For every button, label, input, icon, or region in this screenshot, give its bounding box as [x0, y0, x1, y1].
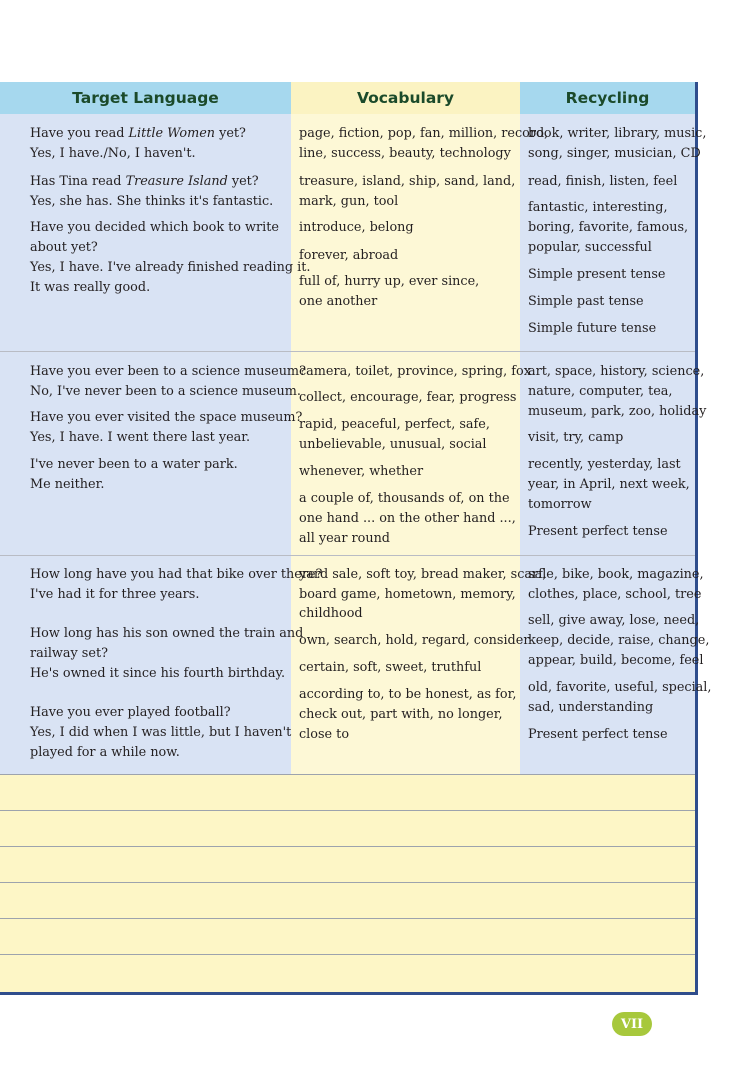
book-title: Little Women	[128, 126, 216, 141]
recycling-line: sale, bike, book, magazine,	[528, 567, 704, 582]
target-line: Yes, I have./No, I haven't.	[30, 146, 196, 161]
recycling-line: art, space, history, science,	[528, 364, 705, 379]
target-line: Yes, I did when I was little, but I haven't	[30, 725, 292, 740]
header-recycling: Recycling	[520, 82, 695, 114]
recycling-line: Simple past tense	[528, 294, 644, 309]
row-divider	[0, 555, 695, 556]
recycling-line: recently, yesterday, last	[528, 457, 681, 472]
recycling-line: Present perfect tense	[528, 524, 668, 539]
recycling-line: Present perfect tense	[528, 727, 668, 742]
ruled-line	[0, 774, 695, 775]
vocab-line: all year round	[299, 531, 390, 546]
ruled-line	[0, 810, 695, 811]
row-divider	[0, 351, 695, 352]
target-line: Yes, I have. I've already finished reading it.	[30, 260, 311, 275]
recycling-line: Simple present tense	[528, 267, 666, 282]
target-line: Yes, she has. She thinks it's fantastic.	[30, 194, 274, 209]
target-line: It was really good.	[30, 280, 151, 295]
target-line: How long have you had that bike over there?	[30, 567, 323, 582]
target-line: How long has his son owned the train and	[30, 626, 304, 641]
target-line: I've never been to a water park.	[30, 457, 238, 472]
recycling-line: clothes, place, school, tree	[528, 587, 702, 602]
target-line: Have you ever played football?	[30, 705, 231, 720]
recycling-line: tomorrow	[528, 497, 592, 512]
recycling-line: sad, understanding	[528, 700, 654, 715]
unit-overview-table	[0, 82, 712, 995]
vocab-line: according to, to be honest, as for,	[299, 687, 517, 702]
target-line: Me neither.	[30, 477, 105, 492]
vocab-line: childhood	[299, 606, 363, 621]
header-target-language: Target Language	[0, 82, 291, 114]
target-line: Yes, I have. I went there last year.	[30, 430, 251, 445]
target-line: I've had it for three years.	[30, 587, 200, 602]
vocab-line: board game, hometown, memory,	[299, 587, 516, 602]
vocab-line: introduce, belong	[299, 220, 414, 235]
vocab-line: close to	[299, 727, 350, 742]
vocab-line: certain, soft, sweet, truthful	[299, 660, 482, 675]
recycling-line: sell, give away, lose, need,	[528, 613, 700, 628]
vocab-line: rapid, peaceful, perfect, safe,	[299, 417, 490, 432]
target-line: No, I've never been to a science museum.	[30, 384, 301, 399]
vocab-line: yard sale, soft toy, bread maker, scarf,	[299, 567, 547, 582]
vocab-line: check out, part with, no longer,	[299, 707, 503, 722]
target-line: Have you read Little Women yet?	[30, 126, 246, 141]
header-vocabulary: Vocabulary	[291, 82, 520, 114]
vocab-line: mark, gun, tool	[299, 194, 399, 209]
recycling-line: visit, try, camp	[528, 430, 624, 445]
vocab-line: own, search, hold, regard, consider	[299, 633, 530, 648]
book-title: Treasure Island	[125, 174, 228, 189]
vocab-line: whenever, whether	[299, 464, 424, 479]
recycling-line: appear, build, become, feel	[528, 653, 704, 668]
vocab-line: one hand ... on the other hand ...,	[299, 511, 516, 526]
notes-area	[0, 774, 695, 992]
recycling-line: song, singer, musician, CD	[528, 146, 701, 161]
recycling-line: museum, park, zoo, holiday	[528, 404, 707, 419]
recycling-line: year, in April, next week,	[528, 477, 690, 492]
ruled-line	[0, 954, 695, 955]
vocab-line: one another	[299, 294, 378, 309]
vocab-line: treasure, island, ship, sand, land,	[299, 174, 516, 189]
recycling-line: read, finish, listen, feel	[528, 174, 678, 189]
target-line: railway set?	[30, 646, 108, 661]
target-line: He's owned it since his fourth birthday.	[30, 666, 286, 681]
page-number-badge: VII	[612, 1012, 652, 1036]
vocab-line: full of, hurry up, ever since,	[299, 274, 480, 289]
vocab-line: line, success, beauty, technology	[299, 146, 511, 161]
vocab-line: unbelievable, unusual, social	[299, 437, 487, 452]
ruled-line	[0, 846, 695, 847]
vocab-line: collect, encourage, fear, progress	[299, 390, 517, 405]
target-line: Have you decided which book to write	[30, 220, 279, 235]
vocab-line: page, fiction, pop, fan, million, record,	[299, 126, 549, 141]
target-line: Has Tina read Treasure Island yet?	[30, 174, 259, 189]
target-line: played for a while now.	[30, 745, 180, 760]
ruled-line	[0, 918, 695, 919]
recycling-line: popular, successful	[528, 240, 652, 255]
vocab-line: forever, abroad	[299, 248, 399, 263]
recycling-line: boring, favorite, famous,	[528, 220, 689, 235]
recycling-line: fantastic, interesting,	[528, 200, 668, 215]
target-line: Have you ever visited the space museum?	[30, 410, 303, 425]
recycling-line: keep, decide, raise, change,	[528, 633, 710, 648]
target-line: Have you ever been to a science museum?	[30, 364, 306, 379]
recycling-line: nature, computer, tea,	[528, 384, 673, 399]
ruled-line	[0, 882, 695, 883]
recycling-line: Simple future tense	[528, 321, 657, 336]
target-line: about yet?	[30, 240, 98, 255]
vocab-line: a couple of, thousands of, on the	[299, 491, 510, 506]
recycling-line: book, writer, library, music,	[528, 126, 707, 141]
vocab-line: camera, toilet, province, spring, fox	[299, 364, 531, 379]
recycling-line: old, favorite, useful, special,	[528, 680, 712, 695]
